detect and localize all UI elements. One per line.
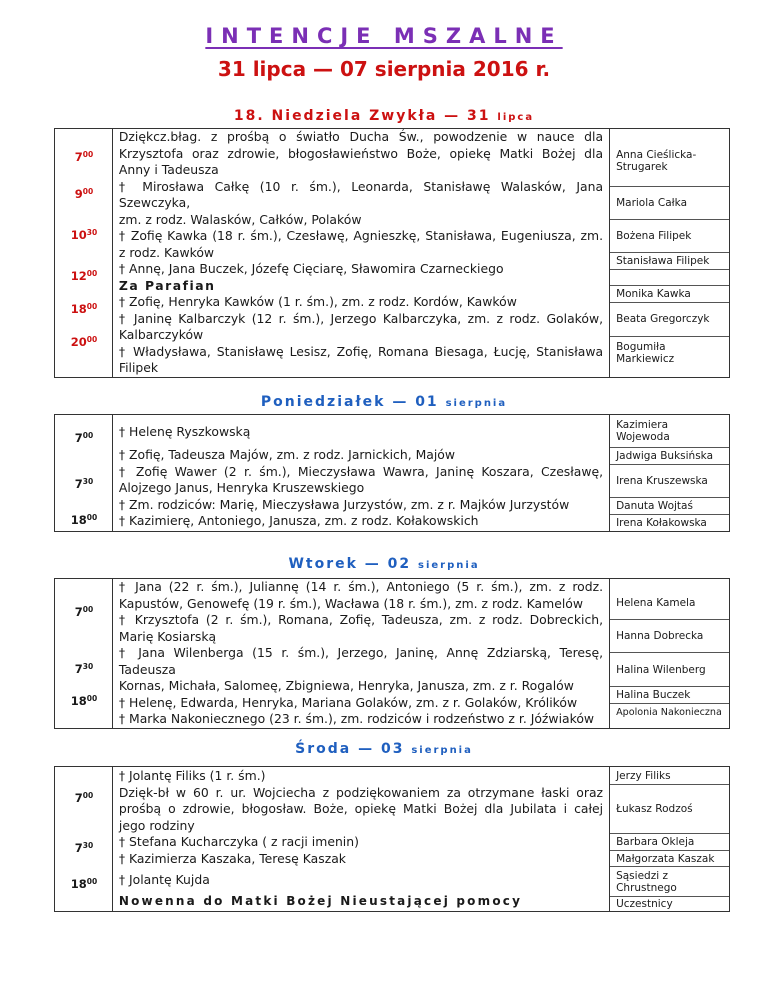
mass-hour: $7^{00}$ xyxy=(74,150,94,164)
tuesday-table xyxy=(54,578,730,729)
hours-column xyxy=(55,129,113,378)
requester-name: Mariola Całka xyxy=(610,186,729,219)
intention-line: † Zofię, Tadeusza Majów, zm. z rodz. Jarnickich, Majów xyxy=(118,447,456,463)
requester-name: Halina Buczek xyxy=(610,686,729,703)
day-heading-month: sierpnia xyxy=(411,745,473,756)
document-title: INTENCJE MSZALNE xyxy=(205,24,563,48)
requester-name: Irena Kołakowska xyxy=(610,514,729,531)
day-heading-sunday xyxy=(0,108,768,124)
mass-hour: $18^{00}$ xyxy=(70,513,98,527)
day-heading-main: Wtorek — 02 xyxy=(288,556,412,572)
intention-line: Kornas, Michała, Salomeę, Zbigniewa, Henryka, Janusza, zm. z r. Rogalów xyxy=(118,678,574,693)
intention-line: Krzysztofa oraz zdrowie, błogosławieństwo Boże, opiekę Matki Bożej dla xyxy=(118,145,604,161)
intention-line: † Helenę, Edwarda, Henryka, Mariana Golaków, zm. z r. Golaków, Królików xyxy=(118,694,578,710)
requester-name: Anna Cieślicka-Strugarek xyxy=(616,148,697,173)
intention-line: Anny i Tadeusza xyxy=(118,162,219,177)
mass-hour: $7^{30}$ xyxy=(74,477,94,491)
hours-column xyxy=(55,579,113,729)
mass-hour: $7^{30}$ xyxy=(74,662,94,676)
requester-name: Helena Kamela xyxy=(616,596,696,609)
intention-line-parish: Za Parafian xyxy=(118,277,216,293)
day-heading-month: lipca xyxy=(497,112,535,123)
intention-line-novena: Nowenna do Matki Bożej Nieustającej pomocy xyxy=(118,894,523,909)
requester-name: Monika Kawka xyxy=(610,285,729,302)
sunday-table xyxy=(54,128,730,378)
intention-line: Dziękcz.błag. z prośbą o światło Ducha Św., powodzenie w nauce dla xyxy=(118,129,604,144)
intention-line: † Annę, Jana Buczek, Józefę Cięciarę, Sławomira Czarneckiego xyxy=(118,261,504,276)
requester-name: Irena Kruszewska xyxy=(610,464,729,497)
intentions-column xyxy=(112,579,609,729)
requester-name: Danuta Wojtaś xyxy=(610,497,729,514)
intentions-column xyxy=(112,767,609,912)
requester-name: Stanisława Filipek xyxy=(610,252,729,269)
requester-name: Uczestnicy xyxy=(610,896,729,911)
wednesday-table xyxy=(54,766,730,912)
day-heading-monday xyxy=(0,394,768,410)
monday-table xyxy=(54,414,730,532)
mass-hour: $7^{00}$ xyxy=(74,431,94,445)
requester-name: Jadwiga Buksińska xyxy=(610,447,729,464)
intention-line: † Zofię Kawka (18 r. śm.), Czesławę, Agnieszkę, Stanisława, Eugeniusza, zm. xyxy=(118,228,604,243)
hours-column xyxy=(55,415,113,532)
requester-name: Hanna Dobrecka xyxy=(610,619,729,652)
intention-line: jego rodziny xyxy=(118,817,195,833)
day-heading-wednesday xyxy=(0,741,768,757)
requester-name: Bożena Filipek xyxy=(610,219,729,252)
requester-name: Beata Gregorczyk xyxy=(610,302,729,336)
requester-name: Barbara Okleja xyxy=(610,833,729,850)
intention-line: † Janinę Kalbarczyk (12 r. śm.), Jerzego Kalbarczyka, zm. z rodz. Golaków, xyxy=(118,310,604,326)
day-heading-month: sierpnia xyxy=(418,560,480,571)
names-column xyxy=(610,129,730,378)
names-column xyxy=(610,767,730,912)
intention-line: Kalbarczyków xyxy=(118,327,204,342)
day-heading-main: Poniedziałek — 01 xyxy=(260,394,439,410)
day-heading-main: Środa — 03 xyxy=(295,741,405,757)
requester-name: Małgorzata Kaszak xyxy=(610,850,729,866)
intention-line: † Marka Nakoniecznego (23 r. śm.), zm. rodziców i rodzeństwo z r. Jóźwiaków xyxy=(118,711,595,726)
intention-line: † Kazimierza Kaszaka, Teresę Kaszak xyxy=(118,850,346,866)
intention-line: Kapustów, Genowefę (19 r. śm.), Wacława (18 r. śm.), zm. z rodz. Kamelów xyxy=(118,595,583,611)
requester-name-empty xyxy=(610,269,729,285)
requester-name: Jerzy Filiks xyxy=(616,769,671,782)
mass-hour: $7^{00}$ xyxy=(74,605,94,619)
intention-line: † Jolantę Kujda xyxy=(118,872,210,888)
intentions-column xyxy=(112,129,609,378)
mass-hour: $20^{00}$ xyxy=(70,335,98,349)
intention-line: † Jolantę Filiks (1 r. śm.) xyxy=(118,768,266,784)
requester-name: Sąsiedzi z Chrustnego xyxy=(610,866,729,896)
intention-line: prośbą o zdrowie, błogosław. Boże, opiekę Matki Bożej dla Jubilata i całej xyxy=(118,801,604,817)
mass-hour: $12^{00}$ xyxy=(70,269,98,283)
day-heading-tuesday xyxy=(0,556,768,572)
requester-name: Apolonia Nakonieczna xyxy=(610,703,729,720)
intention-line: † Zofię Wawer (2 r. śm.), Mieczysława Wawra, Janinę Koszara, Czesławę, xyxy=(118,463,604,479)
mass-hour: $9^{00}$ xyxy=(74,187,94,201)
requester-name: Kazimiera Wojewoda xyxy=(616,419,670,443)
intentions-column xyxy=(112,415,609,532)
requester-name: Bogumiła Markiewicz xyxy=(610,336,729,370)
intention-line: † Jana Wilenberga (15 r. śm.), Jerzego, Janinę, Annę Zdziarską, Teresę, Tadeusza xyxy=(118,645,604,677)
intention-line: Filipek xyxy=(118,360,159,375)
names-column xyxy=(610,415,730,532)
mass-hour: $10^{30}$ xyxy=(70,228,98,242)
intention-line: Dzięk-bł w 60 r. ur. Wojciecha z podziękowaniem za otrzymane łaski oraz xyxy=(118,784,604,800)
intention-line: † Zofię, Henryka Kawków (1 r. śm.), zm. z rodz. Kordów, Kawków xyxy=(118,294,517,309)
date-range: 31 lipca — 07 sierpnia 2016 r. xyxy=(217,57,551,81)
mass-hour: $18^{00}$ xyxy=(70,302,98,316)
names-column xyxy=(610,579,730,729)
intention-line: † Władysława, Stanisławę Lesisz, Zofię, Romana Biesaga, Łucję, Stanisława xyxy=(118,343,604,359)
mass-hour: $18^{00}$ xyxy=(70,877,98,891)
intention-line: † Helenę Ryszkowską xyxy=(118,424,251,440)
intention-line: † Jana (22 r. śm.), Juliannę (14 r. śm.), Antoniego (5 r. śm.), zm. z rodz. xyxy=(118,579,604,594)
intention-line: z rodz. Kawków xyxy=(118,244,215,260)
intention-line: Marię Kosiarską xyxy=(118,628,217,644)
hours-column xyxy=(55,767,113,912)
requester-name: Halina Wilenberg xyxy=(610,652,729,686)
intention-line: Alojzego Janus, Henryka Kruszewskiego xyxy=(118,480,365,496)
intention-line: † Stefana Kucharczyka ( z racji imenin) xyxy=(118,834,359,850)
mass-hour: $18^{00}$ xyxy=(70,694,98,708)
intention-line: † Zm. rodziców: Marię, Mieczysława Jurzystów, zm. z r. Majków Jurzystów xyxy=(118,496,570,512)
requester-name: Łukasz Rodzoś xyxy=(610,784,729,833)
day-heading-month: sierpnia xyxy=(445,398,508,409)
intention-line: † Mirosława Całkę (10 r. śm.), Leonarda, Stanisławę Walasków, Jana Szewczyka, xyxy=(118,178,604,210)
mass-hour: $7^{00}$ xyxy=(74,791,94,805)
intention-line: zm. z rodz. Walasków, Całków, Polaków xyxy=(118,211,362,227)
intention-line: † Kazimierę, Antoniego, Janusza, zm. z rodz. Kołakowskich xyxy=(118,513,479,529)
mass-hour: $7^{30}$ xyxy=(74,841,94,855)
intention-line: † Krzysztofa (2 r. śm.), Romana, Zofię, Tadeusza, zm. z rodz. Dobreckich, xyxy=(118,612,604,627)
day-heading-main: 18. Niedziela Zwykła — 31 xyxy=(233,108,491,124)
